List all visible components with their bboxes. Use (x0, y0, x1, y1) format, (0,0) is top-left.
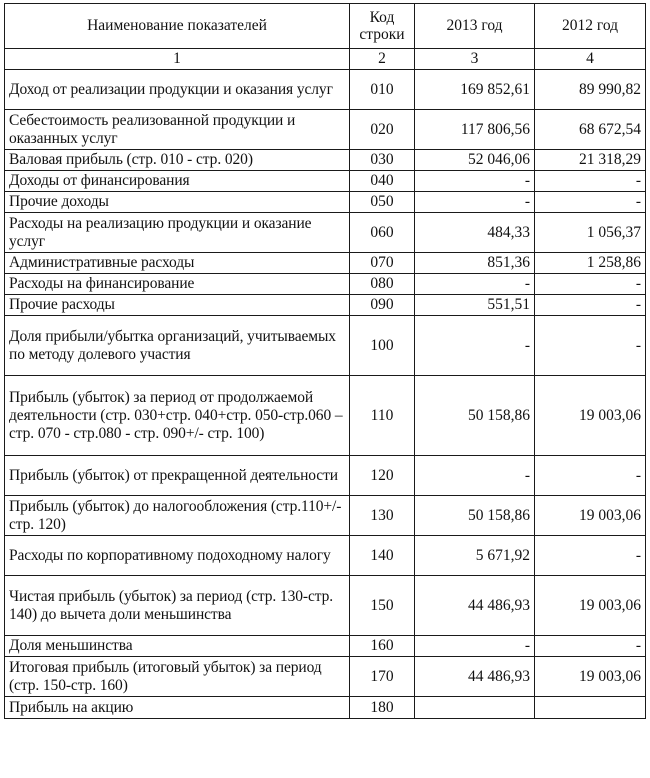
row-name: Валовая прибыль (стр. 010 - стр. 020) (5, 150, 350, 171)
row-code: 100 (350, 316, 415, 376)
row-value-2012: 89 990,82 (535, 70, 646, 110)
row-value-2013: - (415, 171, 535, 192)
row-value-2013: 5 671,92 (415, 536, 535, 576)
row-name: Чистая прибыль (убыток) за период (стр. 130-стр. 140) до вычета доли меньшинства (5, 576, 350, 636)
row-code: 090 (350, 295, 415, 316)
row-code: 140 (350, 536, 415, 576)
table-row (5, 70, 646, 110)
row-name: Доля меньшинства (5, 636, 350, 657)
table-row (5, 316, 646, 376)
row-value-2012: 19 003,06 (535, 657, 646, 697)
row-value-2013: 117 806,56 (415, 110, 535, 150)
row-name: Доля прибыли/убытка организаций, учитываемых по методу долевого участия (5, 316, 350, 376)
row-value-2013: 551,51 (415, 295, 535, 316)
row-code: 120 (350, 456, 415, 496)
row-value-2012: 1 056,37 (535, 213, 646, 253)
header-name: Наименование показателей (5, 4, 350, 49)
row-value-2013: 50 158,86 (415, 376, 535, 456)
row-value-2012: 68 672,54 (535, 110, 646, 150)
table-row (5, 697, 646, 719)
row-value-2013: 44 486,93 (415, 576, 535, 636)
table-row (5, 171, 646, 192)
table-row (5, 213, 646, 253)
row-name: Прочие доходы (5, 192, 350, 213)
row-value-2012: - (535, 536, 646, 576)
header-code: Код строки (350, 4, 415, 49)
header-2013: 2013 год (415, 4, 535, 49)
row-value-2013: - (415, 192, 535, 213)
row-value-2013: 44 486,93 (415, 657, 535, 697)
row-name: Расходы по корпоративному подоходному налогу (5, 536, 350, 576)
row-code: 080 (350, 274, 415, 295)
table-row (5, 536, 646, 576)
row-code: 020 (350, 110, 415, 150)
row-value-2013: 851,36 (415, 253, 535, 274)
table-row (5, 657, 646, 697)
column-number-row (5, 49, 646, 70)
table-row (5, 636, 646, 657)
row-value-2013: - (415, 274, 535, 295)
row-code: 040 (350, 171, 415, 192)
row-name: Итоговая прибыль (итоговый убыток) за период (стр. 150-стр. 160) (5, 657, 350, 697)
row-name: Прибыль (убыток) от прекращенной деятельности (5, 456, 350, 496)
row-value-2012: - (535, 316, 646, 376)
row-value-2012: - (535, 274, 646, 295)
row-value-2012: 19 003,06 (535, 376, 646, 456)
table-header-row (5, 4, 646, 49)
row-value-2012: - (535, 456, 646, 496)
table-row (5, 253, 646, 274)
row-name: Расходы на финансирование (5, 274, 350, 295)
row-value-2013: 484,33 (415, 213, 535, 253)
row-code: 110 (350, 376, 415, 456)
row-code: 050 (350, 192, 415, 213)
row-code: 170 (350, 657, 415, 697)
row-code: 150 (350, 576, 415, 636)
row-value-2013: 50 158,86 (415, 496, 535, 536)
column-number: 1 (5, 49, 350, 70)
row-name: Прибыль на акцию (5, 697, 350, 719)
row-name: Расходы на реализацию продукции и оказание услуг (5, 213, 350, 253)
row-code: 160 (350, 636, 415, 657)
row-value-2013: - (415, 636, 535, 657)
table-row (5, 456, 646, 496)
table-row (5, 274, 646, 295)
row-name: Себестоимость реализованной продукции и оказанных услуг (5, 110, 350, 150)
row-value-2013: - (415, 456, 535, 496)
row-code: 180 (350, 697, 415, 719)
row-value-2012: - (535, 295, 646, 316)
row-value-2012 (535, 697, 646, 719)
row-name: Прибыль (убыток) до налогообложения (стр.110+/-стр. 120) (5, 496, 350, 536)
row-code: 010 (350, 70, 415, 110)
row-code: 060 (350, 213, 415, 253)
financial-results-table (4, 3, 646, 719)
table-row (5, 110, 646, 150)
table-row (5, 496, 646, 536)
row-code: 130 (350, 496, 415, 536)
row-value-2012: - (535, 171, 646, 192)
row-name: Прочие расходы (5, 295, 350, 316)
row-value-2012: - (535, 636, 646, 657)
row-name: Административные расходы (5, 253, 350, 274)
row-code: 070 (350, 253, 415, 274)
column-number: 3 (415, 49, 535, 70)
row-value-2013: - (415, 316, 535, 376)
row-code: 030 (350, 150, 415, 171)
row-name: Доход от реализации продукции и оказания услуг (5, 70, 350, 110)
table-row (5, 376, 646, 456)
row-value-2012: 1 258,86 (535, 253, 646, 274)
table-row (5, 192, 646, 213)
row-name: Прибыль (убыток) за период от продолжаемой деятельности (стр. 030+стр. 040+стр. 050-стр.060 – стр. 070 - стр.080 - стр. 090+/- стр. 100) (5, 376, 350, 456)
row-value-2012: 21 318,29 (535, 150, 646, 171)
row-value-2013: 52 046,06 (415, 150, 535, 171)
table-row (5, 295, 646, 316)
row-name: Доходы от финансирования (5, 171, 350, 192)
header-2012: 2012 год (535, 4, 646, 49)
column-number: 4 (535, 49, 646, 70)
row-value-2012: 19 003,06 (535, 496, 646, 536)
table-row (5, 576, 646, 636)
row-value-2013: 169 852,61 (415, 70, 535, 110)
row-value-2012: 19 003,06 (535, 576, 646, 636)
column-number: 2 (350, 49, 415, 70)
table-row (5, 150, 646, 171)
row-value-2013 (415, 697, 535, 719)
row-value-2012: - (535, 192, 646, 213)
